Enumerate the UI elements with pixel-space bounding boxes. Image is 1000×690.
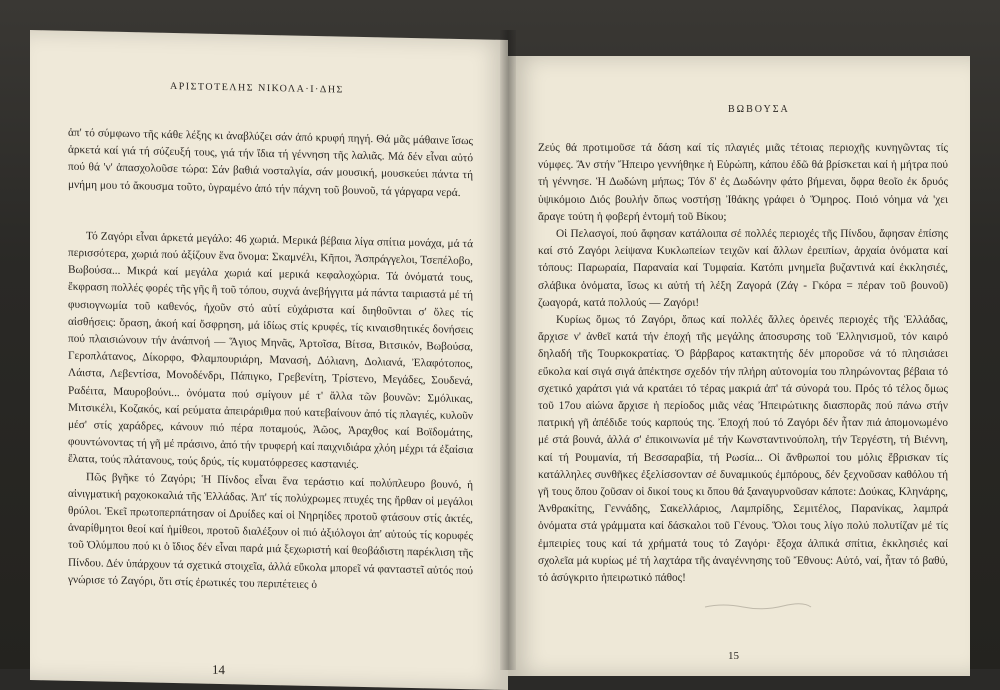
paragraph: ἀπ' τό σύμφωνο τῆς κάθε λέξης κι ἀναβλύζει σάν ἀπό κρυφή πηγή. Θά μᾶς μάθαινε ἴσως ἀρκετά καί γιά τή σύζευξή τους, γιά τήν ἴδια τή γέννηση τῆς λαλιᾶς. Μά δέν εἶναι αὐτό πού θά 'ν' ἀπασχολοῦσε τώρα: Σάν βαθιά νοσταλγία, σάν μουσική, μουσκεύει πάντα τή μνήμη μου τό ἄκουσμα τοῦτο, ὑγραμένο ἀπό τήν πάχνη τοῦ βουνοῦ, τά γάργαρα νερά. <box>68 126 473 199</box>
right-page-number: 15 <box>728 650 739 662</box>
left-page-text <box>68 125 473 598</box>
paragraph: Πῶς βγῆκε τό Ζαγόρι; Ἡ Πίνδος εἶναι ἕνα τεράστιο καί πολύπλευρο βουνό, ἡ αἰνιγματική ραχοκοκαλιά τῆς Ἑλλάδας. Ἀπ' τίς πολύχρωμες πτυχές της ἤρθαν οἱ μεγάλοι θρύλοι. Ἐκεῖ πρωτοπερπάτησαν οἱ Δρυίδες καί οἱ Νηρηίδες προτοῦ φτάσουν στίς ἀκτές, ἀναρίθμητοι θεοί καί ἡμίθεοι, προτοῦ διαλέξουν οἱ πιό ἀξιόλογοι ἀπ' αὐτούς τίς κορυφές τοῦ Ὀλύμπου πού κι ὁ ἴδιος δέν εἶναι παρά μιά ξεχωριστή καί θεοβάδιστη παρέκλιση τῆς Πίνδου. Δέν ὑπάρχουν τά σχετικά στοιχεῖα, ἀλλά εὔκολα μπορεῖ νά φανταστεῖ αὐτός πού γνώρισε τό Ζαγόρι, ὅτι στίς ἐρωτικές του περιπέτειες ὁ <box>68 470 473 591</box>
paragraph: Οἱ Πελασγοί, πού ἄφησαν κατάλοιπα σέ πολλές περιοχές τῆς Πίνδου, ἄφησαν ἐπίσης καί στό Ζαγόρι λείψανα Κυκλωπείων τειχῶν καί ἄλλων ἐρειπίων, ἀρχαία ὀνόματα καί τόπους: Παρωραία, Παραναία καί Τυμφαία. Κατόπι μνημεῖα βυζαντινά καί ἐκκλησιές, σλάβικα ὀνόματα, ἴσως κι αὐτή τή λέξη Ζαγορά (Ζάγ - Γκόρα = πέραν τοῦ βουνοῦ) ζωαγορά, κατά πολλούς — Ζαγόρι! <box>538 228 948 309</box>
faint-pencil-mark <box>703 602 813 610</box>
book-gutter <box>500 30 516 670</box>
paragraph: Τό Ζαγόρι εἶναι ἀρκετά μεγάλο: 46 χωριά. Μερικά βέβαια λίγα σπίτια μονάχα, μά τά περισσότερα, χωριά πού ἀξίζουν ἕνα ὄνομα: Σκαμνέλι, Κῆποι, Ἀσπράγγελοι, Τσεπέλοβο, Βωβούσα... Μικρά καί μεγάλα χωριά καί μερικά κεφαλοχώρια. Τά ὀνόματά τους, ἔκφραση πολλές φορές τῆς γῆς ἢ τοῦ τόπου, συχνά ἀνεβήγγιτα μά πάντα ταιριαστά μέ τή φυσιογνωμία τοῦ καθενός, ἠχοῦν στό αὐτί εὐχάριστα καί διηθοῦνται σ' ὅλες τίς αἰσθήσεις: ὅραση, ἀκοή καί ὄσφρηση, μά ἰδίως στίς κρυφές, τίς κιναισθητικές δονήσεις πού πλαισιώνουν τήν ἀνάπνοή — Ἅγιος Μηνᾶς, Ἀρτοῖσα, Βίτσα, Βιτσικόν, Βωβούσα, Γεροπλάτανος, Δίκορφο, Φλαμπουριάρη, Μανασή, Δόλιανη, Δολιανά, Ἐλαφότοπος, Λάιστα, Λεβεντίσα, Μονοδένδρι, Πάπιγκο, Γρεβενίτη, Τρίστενο, Μεγάδες, Σουδενά, Ραδέιτα, Μαυροβούνι... ὀνόματα πού σμίγουν μέ τ' ἄλλα τῶν βουνῶν: Σμόλικας, Μιτσικέλι, Κοζακός, καί ρεύματα ἀπειράριθμα πού κατεβαίνουν ἀπό τίς πλαγιές, κυλοῦν μέσ' στίς χαράδρες, κάνουν πιό πέρα ποταμούς, Ἀῶος, Ἀραχθος καί Βοϊδομάτης, φουντώνοντας τή γῆ μέ πράσινο, ἀπό τήν τρυφερή καί παιχνιδιάρα χλόη μέχρι τά ἐξαίσια ἔλατα, τούς πλάτανους, τούς δρύς, τίς κυματόφρεσες καστανιές. <box>68 229 473 472</box>
right-page-text <box>538 140 948 587</box>
right-running-header: ΒΩΒΟΥΣΑ <box>728 104 790 115</box>
left-page <box>30 30 508 690</box>
left-page-number: 14 <box>212 661 225 678</box>
paragraph: Κυρίως ὅμως τό Ζαγόρι, ὅπως καί πολλές ἄλλες ὀρεινές περιοχές τῆς Ἑλλάδας, ἄρχισε ν' ἀνθεῖ κατά τήν ἐποχή τῆς μεγάλης ἀποσυρσης τοῦ Ἑλληνισμοῦ, τόν καιρό δηλαδή τῆς Τουρκοκρατίας. Ὁ βάρβαρος κατακτητής δέν μποροῦσε νά τό πλησιάσει εὔκολα καί σιγά σιγά ἀπέκτησε σχεδόν τήν πλήρη αὐτονομία του πληρώνοντας βέβαια τό σχετικό χαράτσι γιά νά κρατάει τό τέρας μακριά ἀπ' τά σύνορά του. Πρός τό τέλος ὅμως τοῦ 17ου αἰώνα ἄρχισε ἡ περίοδος μιᾶς νέας Ἠπειρώτικης διασπορᾶς πού πάνω στήν πατρική γῆ ἀπέδιδε τούς καρπούς της. Ἐποχή πού τό Ζαγόρι δέν ἦταν πιά ἀπομονωμένο μέ στά βουνά, ἀλλά σ' ἐπικοινωνία μέ τήν Κωνσταντινούπολη, τήν Τεργέστη, τή Βιέννη, καί τή Ρουμανία, τή Βεσσαραβία, τή Ρωσία... Οἱ ἄνθρωποί του μόλις ἔβρισκαν τίς κατάλληλες συνθῆκες ἐξελίσσονταν σέ δυναμικούς ἐμπόρους, δέν ξεχνοῦσαν καθόλου τή γῆ τους ὅπου ζοῦσαν οἱ δικοί τους κι ὅπου θά ξαναγυρνοῦσαν κάποτε: Δούκας, Κληνάρης, Ἀνθρακίτης, Γεννάδης, Σακελλάριος, Λαμπρίδης, Σεμιτέλος, Παρανίκας, λαμπρά ὀνόματα στά γράμματα καί δάσκαλοι τοῦ Γένους. Ὅλοι τους λίγο πολύ πολυτίζαν μέ τίς ἐμπειρίες τους καί τά χρήματά τους τό Ζαγόρι· ἔξοχα ἀλπικά σπίτια, ἐκκλησιές καί σχολεῖα μά κυρίως μέ τή λαχτάρα τῆς ἀναγέννησης τοῦ Ἔθνους: Αὐτό, ναί, ἦταν τό βαθύ, τό ἀσύγκριτο ἠπειρωτικό πάθος! <box>538 314 948 585</box>
left-running-header: ΑΡΙΣΤΟΤΕΛΗΣ ΝΙΚΟΛΑ·Ι·ΔΗΣ <box>170 80 344 96</box>
right-page <box>508 56 970 676</box>
paragraph: Ζεύς θά προτιμοῦσε τά δάση καί τίς πλαγιές μιᾶς τέτοιας περιοχῆς κυνηγῶντας τίς νύμφες. Ἂν στήν Ἤπειρο γεννήθηκε ἡ Εὐρώπη, κάπου ἐδῶ θά βρίσκεται καί ἡ μήτρα πού τή γέννησε. Ἡ Δωδώνη μήπως; Τόν δ' ἐς Δωδώνην φάτο βήμεναι, ὄφρα θεοῖο ἐκ δρυός ὑψικόμοιο Διός βουλήν ὅπως νοστήσῃ Ἰθάκης γράφει ὁ Ὅμηρος. Ποιό νόημα νά 'χει ἄραγε τούτη ἡ φοβερή ἐντομή τοῦ Βίκου; <box>538 142 948 223</box>
